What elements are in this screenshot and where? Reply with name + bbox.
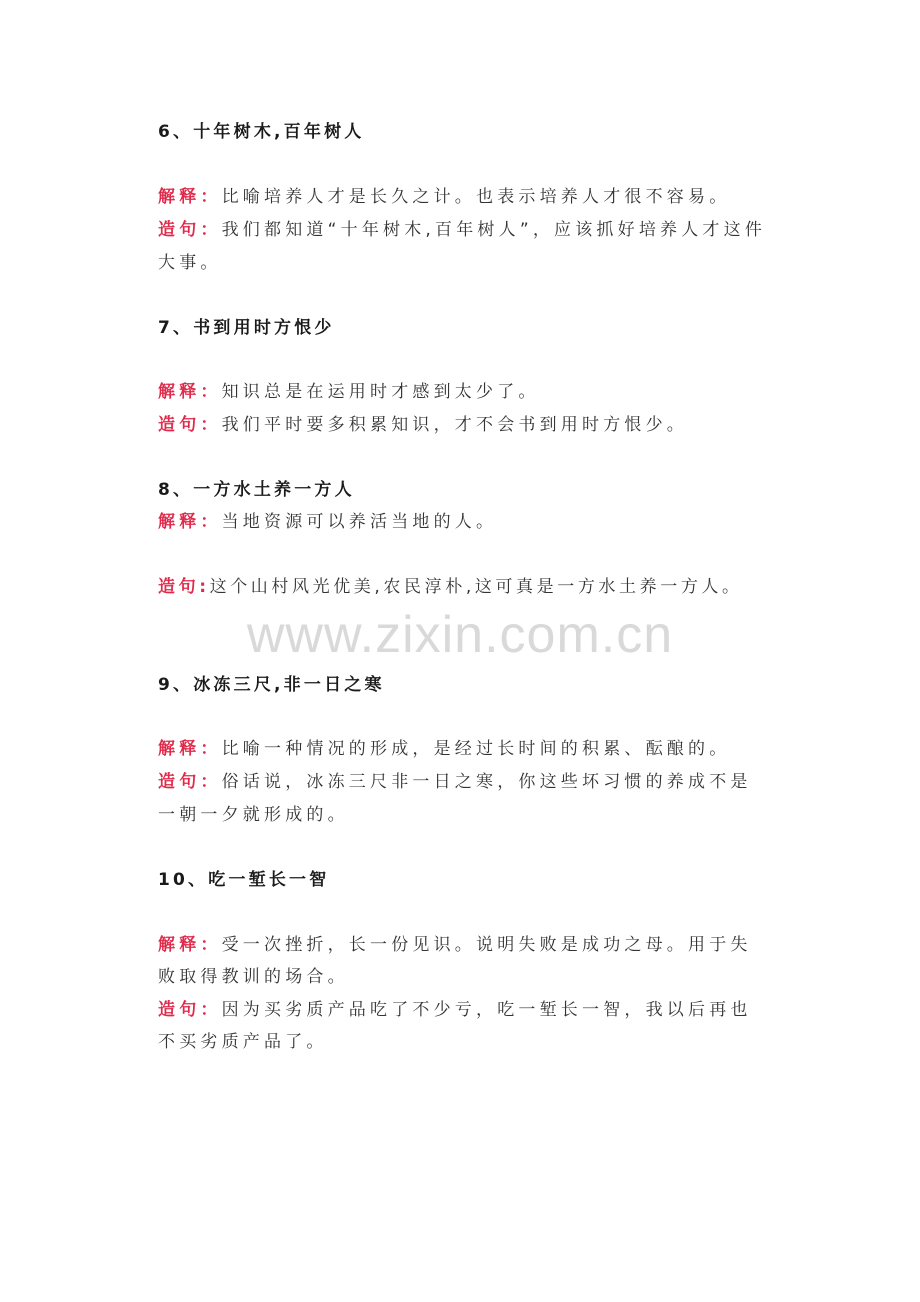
idiom-6-explain: 比喻培养人才是长久之计。也表示培养人才很不容易。 <box>221 187 731 207</box>
idiom-6-explain-line <box>158 184 768 210</box>
idiom-7-sentence-1: 我们平时要多积累知识，才不会书到用时方恨少。 <box>221 415 689 435</box>
idiom-10-explain-2: 败取得教训的场合。 <box>158 967 349 987</box>
explain-label: 解释： <box>158 187 222 207</box>
idiom-9-sentence-line <box>158 769 768 795</box>
idiom-10-sentence-2: 不买劣质产品了。 <box>158 1032 328 1052</box>
watermark-text: www.zixin.com.cn <box>246 606 674 664</box>
idiom-7-explain: 知识总是在运用时才感到太少了。 <box>221 382 540 402</box>
sentence-label: 造句： <box>158 1000 222 1020</box>
idiom-6-sentence-2: 大事。 <box>158 253 222 273</box>
idiom-7-explain-line <box>158 379 768 405</box>
idiom-10-sentence-line <box>158 997 768 1023</box>
idiom-6-sentence-1: 我们都知道“十年树木,百年树人”，应该抓好培养人才这件 <box>221 220 767 240</box>
idiom-8-explain-line <box>158 509 768 535</box>
idiom-9-explain: 比喻一种情况的形成，是经过长时间的积累、酝酿的。 <box>221 739 731 759</box>
explain-label: 解释： <box>158 935 222 955</box>
idiom-10-explain-1: 受一次挫折，长一份见识。说明失败是成功之母。用于失 <box>221 935 752 955</box>
sentence-label: 造句： <box>158 415 222 435</box>
idiom-9-explain-line <box>158 736 768 762</box>
idiom-8-sentence-1: 这个山村风光优美,农民淳朴,这可真是一方水土养一方人。 <box>209 577 743 597</box>
explain-label: 解释： <box>158 739 222 759</box>
idiom-10-sentence-1: 因为买劣质产品吃了不少亏，吃一堑长一智，我以后再也 <box>221 1000 752 1020</box>
sentence-label: 造句： <box>158 772 222 792</box>
idiom-7-sentence-line <box>158 412 768 438</box>
idiom-9-sentence-2: 一朝一夕就形成的。 <box>158 805 349 825</box>
idiom-8-explain: 当地资源可以养活当地的人。 <box>221 512 498 532</box>
idiom-8-sentence-line <box>158 574 768 600</box>
idiom-9-title: 9、冰冻三尺,非一日之寒 <box>158 675 385 695</box>
explain-label: 解释： <box>158 512 222 532</box>
idiom-6-title: 6、十年树木,百年树人 <box>158 122 365 142</box>
sentence-label: 造句： <box>158 220 222 240</box>
idiom-10-explain-line <box>158 932 768 958</box>
explain-label: 解释： <box>158 382 222 402</box>
idiom-10-title: 10、吃一堑长一智 <box>158 870 330 890</box>
idiom-6-sentence-line <box>158 217 768 243</box>
sentence-label: 造句: <box>158 577 210 597</box>
idiom-8-title: 8、一方水土养一方人 <box>158 480 355 500</box>
idiom-7-title: 7、书到用时方恨少 <box>158 318 335 338</box>
idiom-9-sentence-1: 俗话说，冰冻三尺非一日之寒，你这些坏习惯的养成不是 <box>221 772 752 792</box>
